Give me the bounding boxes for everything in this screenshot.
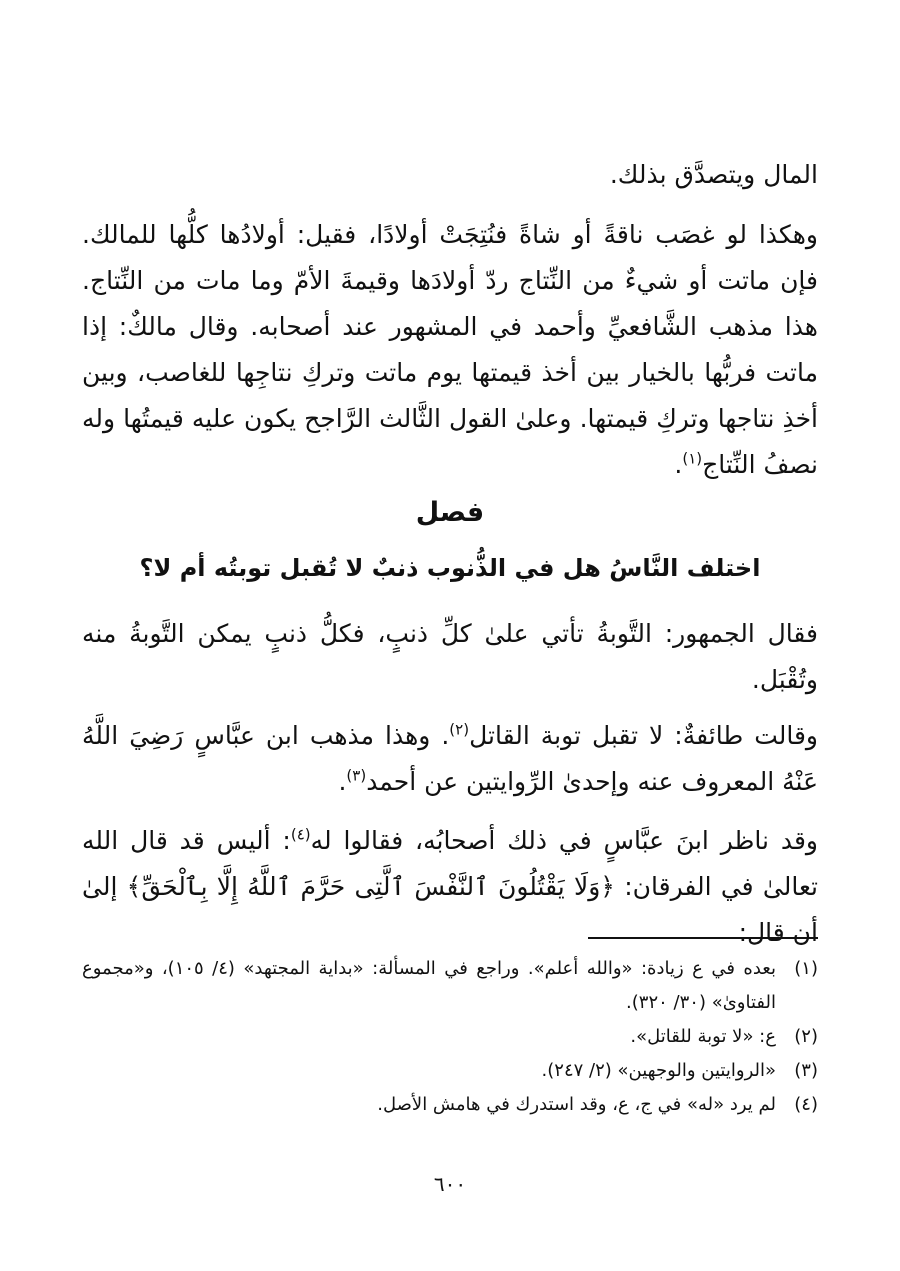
paragraph-2-text: وهكذا لو غصَب ناقةً أو شاةً فنُتِجَتْ أولادًا، فقيل: أولادُها كلُّها للمالك. فإن ماتت أو شيءٌ من النِّتاج ردّ أولادَها وقيمةَ الأمّ وما مات من النِّتاج. هذا مذهب الشَّافعيِّ وأحمد في المشهور عند أصحابه. وقال مالكٌ: إذا ماتت فربُّها بالخيار بين أخذ قيمتها يوم ماتت وتركِ نتاجِها للغاصب، وبين أخذِ نتاجها وتركِ قيمتها. وعلىٰ القول الثَّالث الرَّاجح يكون عليه قيمتُها وله نصفُ النِّتاج xyxy=(82,220,818,479)
paragraph-1: المال ويتصدَّق بذلك. xyxy=(609,160,818,189)
paragraph-5-text-a: وقد ناظر ابنَ عبَّاسٍ في ذلك أصحابُه، فقالوا له xyxy=(310,826,818,855)
footnote-1-number: (١) xyxy=(794,958,818,979)
paragraph-2-end: . xyxy=(674,450,683,479)
paragraph-majority xyxy=(82,611,818,703)
paragraph-4-end: . xyxy=(338,767,347,796)
footnote-3-number: (٣) xyxy=(794,1060,818,1081)
page-number: ٦٠٠ xyxy=(433,1172,467,1196)
footnote-3 xyxy=(82,1054,818,1088)
footnote-divider xyxy=(588,937,818,939)
footnote-4-number: (٤) xyxy=(794,1094,818,1115)
footnote-3-text: «الروايتين والوجهين» (٢/ ٢٤٧). xyxy=(541,1060,776,1081)
footnote-ref-1[interactable]: (١) xyxy=(682,449,703,468)
footnote-4-text: لم يرد «له» في ج، ع، وقد استدرك في هامش الأصل. xyxy=(377,1094,776,1115)
paragraph-5-text-b: : أليس قد قال الله تعالىٰ في الفرقان: ﴿وَلَا يَقْتُلُونَ ٱلنَّفْسَ ٱلَّتِى حَرَّمَ ٱللَّهُ إِلَّا بِٱلْحَقِّ﴾ إلىٰ أن قال: xyxy=(82,826,818,947)
paragraph-4-text-a: وقالت طائفةٌ: لا تقبل توبة القاتل xyxy=(469,721,819,750)
paragraph-debate xyxy=(82,818,818,956)
paragraph-5 xyxy=(82,818,818,956)
footnotes-list xyxy=(82,952,818,1122)
paragraph-3: فقال الجمهور: التَّوبةُ تأتي علىٰ كلِّ ذنبٍ، فكلُّ ذنبٍ يمكن التَّوبةُ منه وتُقْبَل. xyxy=(82,619,818,694)
section-question: اختلف النَّاسُ هل في الذُّنوب ذنبٌ لا تُقبل توبتُه أم لا؟ xyxy=(139,554,761,582)
paragraph-continuation xyxy=(82,152,818,198)
footnote-2-text: ع: «لا توبة للقاتل». xyxy=(630,1026,776,1047)
footnote-ref-2[interactable]: (٢) xyxy=(449,720,470,739)
footnote-1 xyxy=(82,952,818,1020)
section-title: فصل xyxy=(415,497,485,528)
paragraph-group xyxy=(82,713,818,805)
paragraph-4-text-b: . وهذا مذهب ابن عبَّاسٍ رَضِيَ اللَّهُ عَنْهُ المعروف عنه وإحدىٰ الرِّوايتين عن أحمد xyxy=(82,721,818,796)
paragraph-2 xyxy=(82,212,818,488)
footnote-2 xyxy=(82,1020,818,1054)
footnote-ref-3[interactable]: (٣) xyxy=(346,766,367,785)
paragraph-usurpation xyxy=(82,212,818,488)
paragraph-4 xyxy=(82,713,818,805)
footnote-1-text: بعده في ع زيادة: «والله أعلم». وراجع في المسألة: «بداية المجتهد» (٤/ ١٠٥)، و«مجموع الفتاوىٰ» (٣٠/ ٣٢٠). xyxy=(82,958,776,1013)
footnote-ref-4[interactable]: (٤) xyxy=(290,825,311,844)
footnote-2-number: (٢) xyxy=(794,1026,818,1047)
footnote-4 xyxy=(82,1088,818,1122)
